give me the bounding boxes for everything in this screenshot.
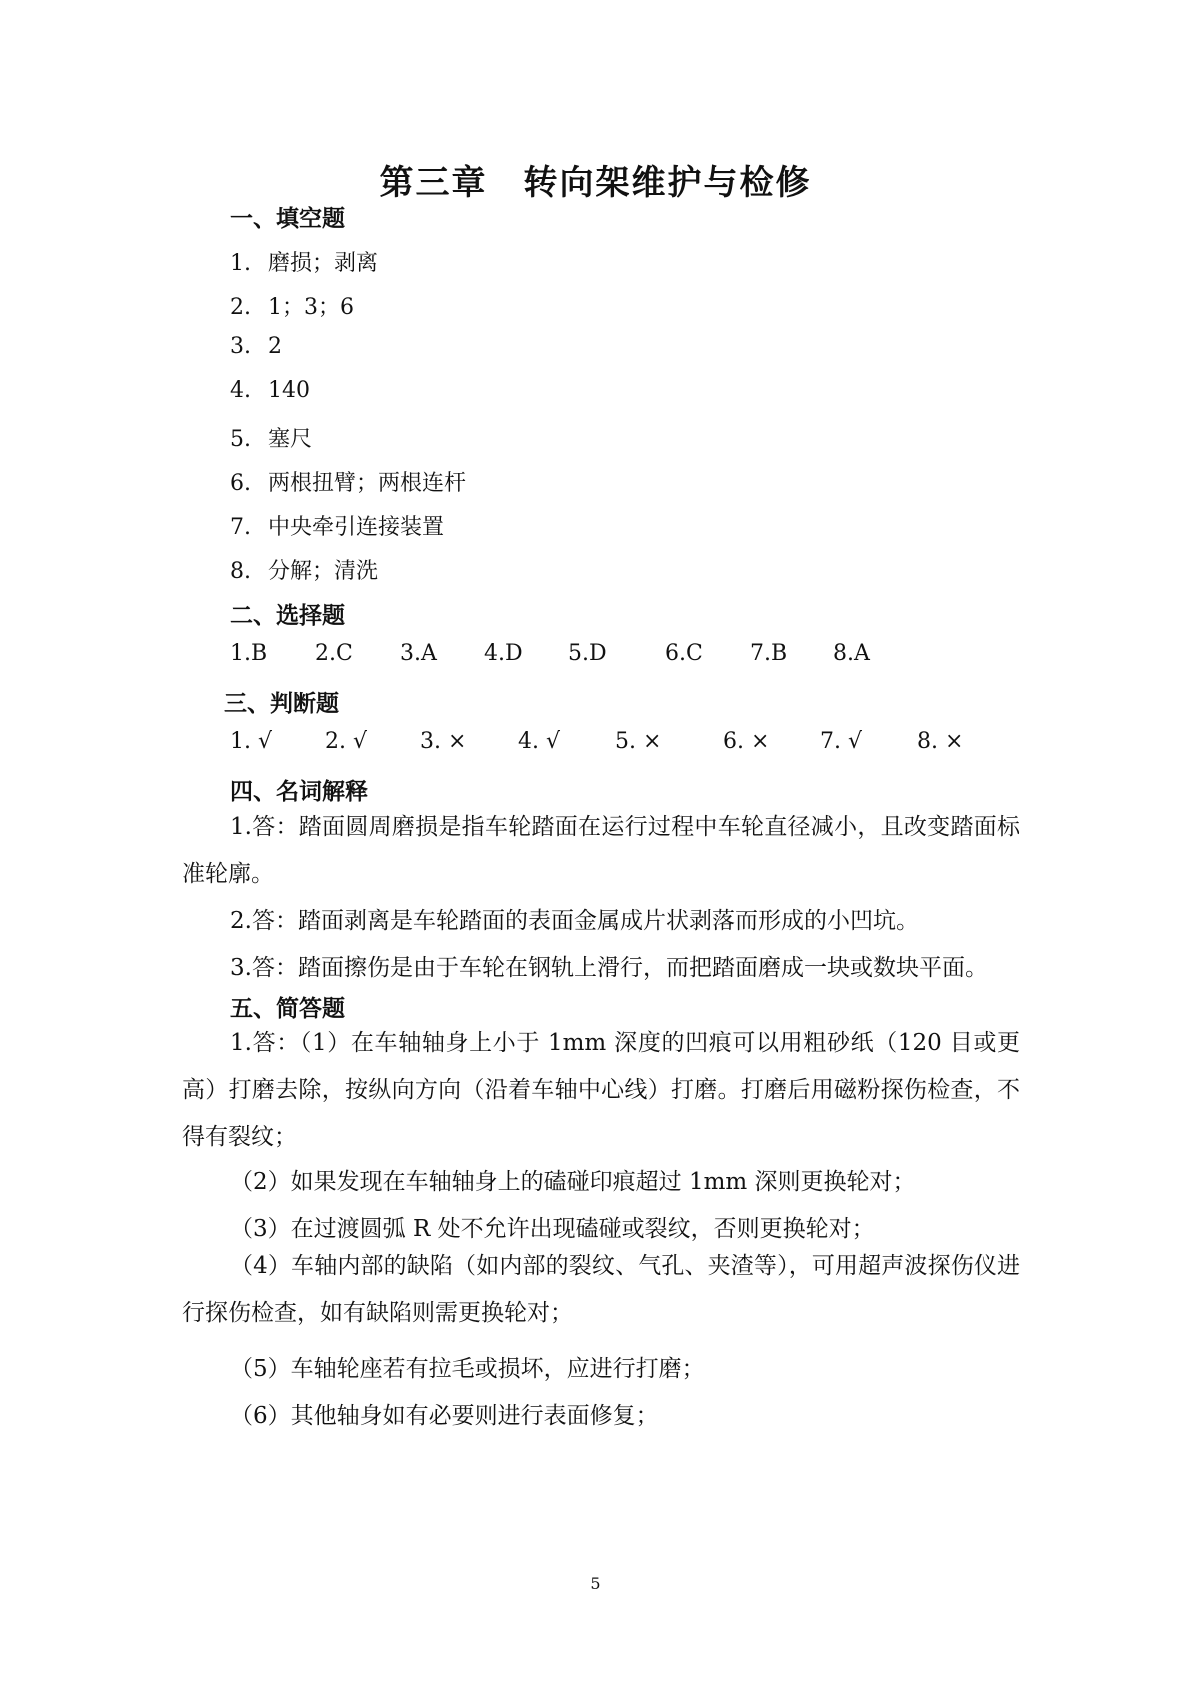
list-item: 7. 中央牵引连接装置 <box>230 515 445 540</box>
list-item: 3. 2 <box>230 334 282 359</box>
answer-item: 3. × <box>420 729 467 754</box>
section-heading-short-answer: 五、简答题 <box>230 996 345 1022</box>
list-item: 4. 140 <box>230 378 310 403</box>
answer-item: 7.B <box>750 641 788 666</box>
short-answer-point: （4）车轴内部的缺陷（如内部的裂纹、气孔、夹渣等），可用超声波探伤仪进行探伤检查，如有缺陷则需更换轮对； <box>182 1253 1020 1326</box>
list-item: 1. 磨损；剥离 <box>230 251 379 276</box>
answer-item: 5. × <box>615 729 662 754</box>
page-number: 5 <box>590 1574 601 1593</box>
list-item: 2. 1；3；6 <box>230 295 354 320</box>
section-heading-definitions: 四、名词解释 <box>230 779 368 805</box>
answer-item: 4. √ <box>518 729 561 754</box>
page-title: 第三章 转向架维护与检修 <box>379 163 812 203</box>
short-answer-point: （2）如果发现在车轴轴身上的磕碰印痕超过 1mm 深则更换轮对； <box>230 1169 916 1195</box>
section-heading-fill-blank: 一、填空题 <box>230 206 345 232</box>
answer-item: 3.A <box>400 641 437 666</box>
short-answer-point: （5）车轴轮座若有拉毛或损坏，应进行打磨； <box>230 1356 705 1382</box>
short-answer-intro: 1.答：（1）在车轴轴身上小于 1mm 深度的凹痕可以用粗砂纸（120 目或更高）打磨去除，按纵向方向（沿着车轴中心线）打磨。打磨后用磁粉探伤检查，不得有裂纹； <box>182 1030 1020 1150</box>
section-heading-true-false: 三、判断题 <box>224 691 339 717</box>
answer-item: 4.D <box>484 641 523 666</box>
section-heading-multiple-choice: 二、选择题 <box>230 603 345 629</box>
list-item: 5. 塞尺 <box>230 427 313 452</box>
short-answer-point: （6）其他轴身如有必要则进行表面修复； <box>230 1403 659 1429</box>
answer-item: 2. √ <box>325 729 368 754</box>
answer-item: 7. √ <box>820 729 863 754</box>
short-answer-point: （3）在过渡圆弧 R 处不允许出现磕碰或裂纹，否则更换轮对； <box>230 1216 875 1242</box>
definition-answer: 2.答：踏面剥离是车轮踏面的表面金属成片状剥落而形成的小凹坑。 <box>230 908 919 934</box>
answer-item: 1. √ <box>230 729 273 754</box>
answer-item: 2.C <box>315 641 353 666</box>
answer-item: 6.C <box>665 641 703 666</box>
answer-item: 1.B <box>230 641 268 666</box>
definition-answer: 3.答：踏面擦伤是由于车轮在钢轨上滑行，而把踏面磨成一块或数块平面。 <box>230 955 988 981</box>
answer-item: 8.A <box>833 641 870 666</box>
answer-item: 6. × <box>723 729 770 754</box>
answer-item: 5.D <box>568 641 607 666</box>
answer-item: 8. × <box>917 729 964 754</box>
list-item: 8. 分解；清洗 <box>230 559 379 584</box>
definition-answer: 1.答：踏面圆周磨损是指车轮踏面在运行过程中车轮直径减小，且改变踏面标准轮廓。 <box>182 814 1020 887</box>
list-item: 6. 两根扭臂；两根连杆 <box>230 471 467 496</box>
